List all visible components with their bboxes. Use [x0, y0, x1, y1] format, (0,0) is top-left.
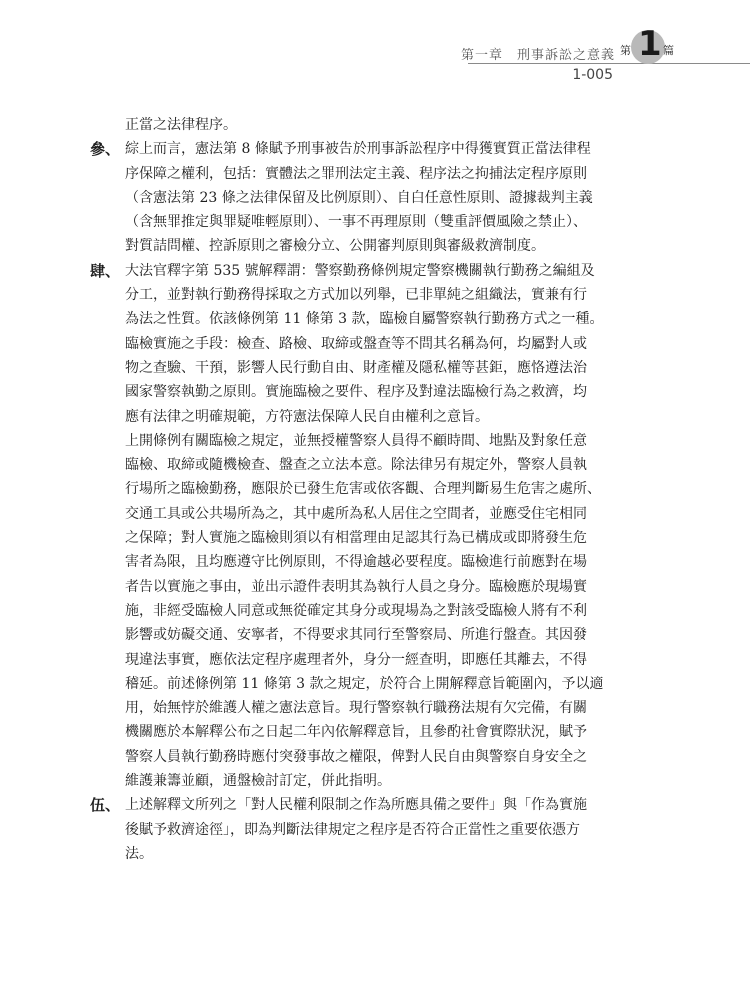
text-line [90, 696, 670, 720]
badge-number: 1 [638, 24, 662, 64]
section-marker: 肆、 [90, 261, 121, 280]
text-line [90, 186, 670, 210]
line-text: 臨檢實施之手段：檢查、路檢、取締或盤查等不問其名稱為何，均屬對人或 [125, 335, 587, 352]
line-text: 大法官釋字第 535 號解釋謂：警察勤務條例規定警察機關執行勤務之編組及 [125, 262, 595, 279]
text-line [90, 793, 670, 817]
text-line [90, 672, 670, 696]
line-text: 分工，並對執行勤務得採取之方式加以列舉，已非單純之組織法，實兼有行 [125, 287, 587, 304]
line-text: （含無罪推定與罪疑唯輕原則）、一事不再理原則（雙重評價風險之禁止）、 [125, 214, 587, 231]
line-text: 現違法事實，應依法定程序處理者外，身分一經查明，即應任其離去，不得 [125, 651, 587, 668]
text-line [90, 283, 670, 307]
text-line [90, 477, 670, 501]
text-line [90, 453, 670, 477]
line-text: 正當之法律程序。 [125, 117, 237, 133]
text-line [90, 137, 670, 161]
text-line [90, 575, 670, 599]
line-text: 影響或妨礙交通、安寧者，不得要求其同行至警察局、所進行盤查。其因發 [125, 627, 587, 644]
page-number: 1-005 [572, 67, 613, 83]
line-text: 用，始無悖於維護人權之憲法意旨。現行警察執行職務法規有欠完備，有關 [125, 700, 587, 717]
chapter-title: 第一章 刑事訴訟之意義 [460, 48, 615, 63]
line-text: 綜上而言，憲法第 8 條賦予刑事被告於刑事訴訟程序中得獲實質正當法律程 [125, 141, 591, 158]
line-text: 物之查驗、干預，影響人民行動自由、財產權及隱私權等甚鉅，應恪遵法治 [125, 359, 587, 376]
line-text: 為法之性質。依該條例第 11 條第 3 款，臨檢自屬警察執行勤務方式之一種。 [125, 311, 604, 328]
text-line [90, 769, 670, 793]
line-text: 行場所之臨檢勤務，應限於已發生危害或依客觀、合理判斷易生危害之處所、 [125, 481, 601, 498]
line-text: 法。 [125, 845, 153, 862]
text-line [90, 332, 670, 356]
line-text: 警察人員執行勤務時應付突發事故之權限，俾對人民自由與警察自身安全之 [125, 748, 587, 765]
text-line [90, 380, 670, 404]
section-marker: 伍、 [90, 796, 121, 815]
line-text: 應有法律之明確規範，方符憲法保障人民自由權利之意旨。 [125, 408, 489, 425]
text-line [90, 599, 670, 623]
text-line [90, 162, 670, 186]
line-text: 上述解釋文所列之「對人民權利限制之作為所應具備之要件」與「作為實施 [125, 797, 587, 814]
line-text: 上開條例有關臨檢之規定，並無授權警察人員得不顧時間、地點及對象任意 [125, 432, 587, 449]
text-line [90, 113, 670, 137]
line-text: 國家警察執勤之原則。實施臨檢之要件、程序及對違法臨檢行為之救濟，均 [125, 384, 587, 401]
line-text: 對質詰問權、控訴原則之審檢分立、公開審判原則與審級救濟制度。 [125, 238, 545, 255]
text-line [90, 210, 670, 234]
text-line [90, 429, 670, 453]
line-text: 稽延。前述條例第 11 條第 3 款之規定，於符合上開解釋意旨範圍內，予以適 [125, 675, 604, 692]
line-text: 者告以實施之事由，並出示證件表明其為執行人員之身分。臨檢應於現場實 [125, 578, 587, 595]
badge-prefix: 第 [620, 44, 631, 57]
line-text: 交通工具或公共場所為之，其中處所為私人居住之空間者，並應受住宅相同 [125, 505, 587, 522]
line-text: 序保障之權利，包括：實體法之罪刑法定主義、程序法之拘捕法定程序原則 [125, 165, 587, 182]
text-line [90, 234, 670, 258]
page-header [0, 0, 750, 90]
body-text [90, 113, 670, 866]
line-text: 機關應於本解釋公布之日起二年內依解釋意旨，且參酌社會實際狀況，賦予 [125, 724, 587, 741]
part-badge [618, 24, 676, 70]
line-text: 臨檢、取締或隨機檢查、盤查之立法本意。除法律另有規定外，警察人員執 [125, 457, 587, 474]
text-line [90, 818, 670, 842]
badge-suffix: 篇 [663, 44, 674, 57]
header-divider [468, 63, 750, 64]
text-line [90, 720, 670, 744]
text-line [90, 526, 670, 550]
text-line [90, 405, 670, 429]
line-text: 後賦予救濟途徑」，即為判斷法律規定之程序是否符合正當性之重要依憑方 [125, 821, 580, 838]
section-marker: 參、 [90, 140, 121, 159]
line-text: 害者為限，且均應遵守比例原則，不得逾越必要程度。臨檢進行前應對在場 [125, 554, 587, 571]
line-text: 施，非經受臨檢人同意或無從確定其身分或現場為之對該受臨檢人將有不利 [125, 602, 587, 619]
text-line [90, 502, 670, 526]
text-line [90, 623, 670, 647]
text-line [90, 307, 670, 331]
text-line [90, 356, 670, 380]
line-text: 之保障；對人實施之臨檢則須以有相當理由足認其行為已構成或即將發生危 [125, 530, 587, 547]
text-line [90, 842, 670, 866]
line-text: 維護兼籌並顧，通盤檢討訂定，併此指明。 [125, 773, 391, 790]
line-text: （含憲法第 23 條之法律保留及比例原則）、自白任意性原則、證據裁判主義 [125, 189, 593, 206]
text-line [90, 648, 670, 672]
text-line [90, 550, 670, 574]
text-line [90, 745, 670, 769]
text-line [90, 259, 670, 283]
